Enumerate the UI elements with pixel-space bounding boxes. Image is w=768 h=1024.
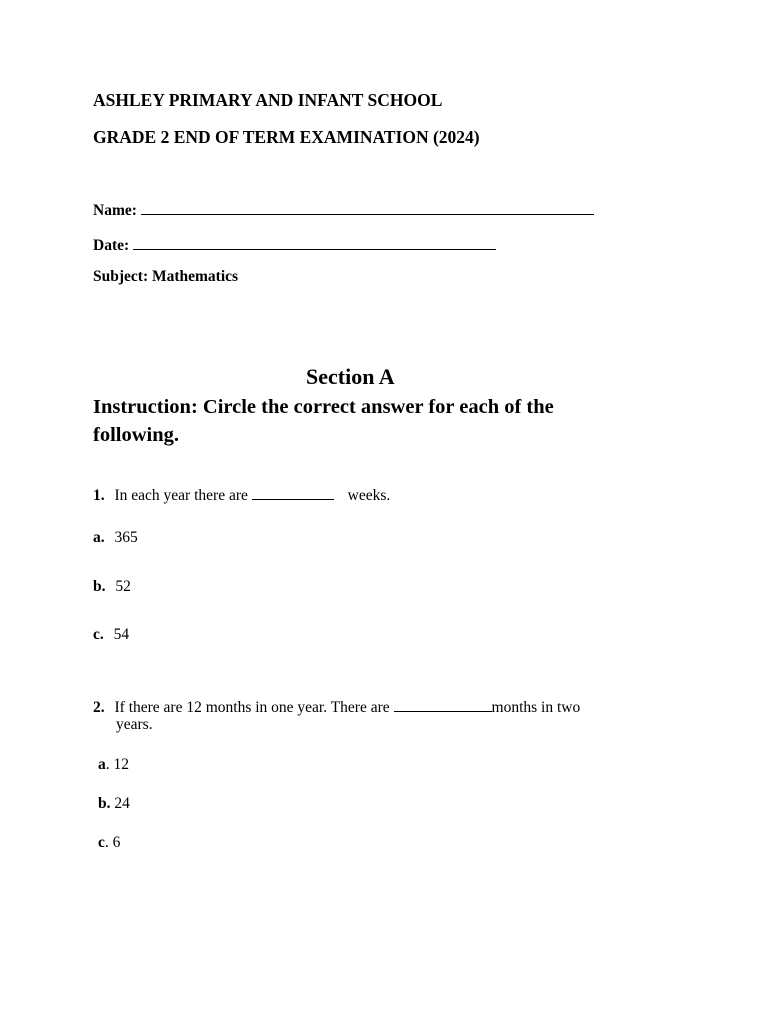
option-2b[interactable] [98, 795, 130, 813]
answer-blank [394, 697, 492, 712]
date-blank-line[interactable] [133, 234, 496, 250]
question-text-after: months in two [491, 699, 581, 716]
option-text: 365 [114, 529, 138, 546]
option-letter: b. [98, 795, 111, 812]
instruction-text: Instruction: Circle the correct answer for each of the following. [93, 396, 554, 446]
question-number: 1. [93, 487, 105, 504]
date-field [93, 234, 496, 255]
name-blank-line[interactable] [141, 199, 594, 215]
subject-value: Mathematics [151, 268, 239, 285]
question-text: In each year there are [114, 487, 248, 504]
option-text: . 12 [105, 756, 129, 773]
question-text-after: weeks. [347, 487, 391, 504]
answer-blank [252, 485, 334, 500]
question-1 [93, 485, 390, 505]
question-2-wrap: years. [116, 716, 153, 733]
option-text: . 6 [104, 834, 121, 851]
option-letter: a. [93, 529, 105, 546]
option-text: 54 [113, 626, 130, 643]
option-1b[interactable] [93, 578, 131, 596]
section-title: Section A [306, 364, 395, 389]
question-number: 2. [93, 699, 105, 716]
name-label: Name: [93, 202, 137, 219]
option-letter: a [98, 756, 106, 773]
option-1c[interactable] [93, 626, 129, 644]
option-letter: c [98, 834, 105, 851]
date-label: Date: [93, 237, 130, 254]
option-1a[interactable] [93, 529, 138, 547]
question-2 [93, 697, 580, 717]
option-letter: c. [93, 626, 104, 643]
exam-title: GRADE 2 END OF TERM EXAMINATION (2024) [93, 127, 480, 147]
school-name: ASHLEY PRIMARY AND INFANT SCHOOL [93, 90, 443, 110]
option-letter: b. [93, 578, 106, 595]
option-2c[interactable] [98, 834, 120, 852]
name-field [93, 199, 594, 220]
subject-field [93, 268, 238, 286]
option-2a[interactable] [98, 756, 129, 774]
option-text: 52 [115, 578, 131, 595]
option-text: 24 [110, 795, 130, 812]
subject-label: Subject: [93, 268, 149, 285]
question-text: If there are 12 months in one year. There are [114, 699, 390, 716]
